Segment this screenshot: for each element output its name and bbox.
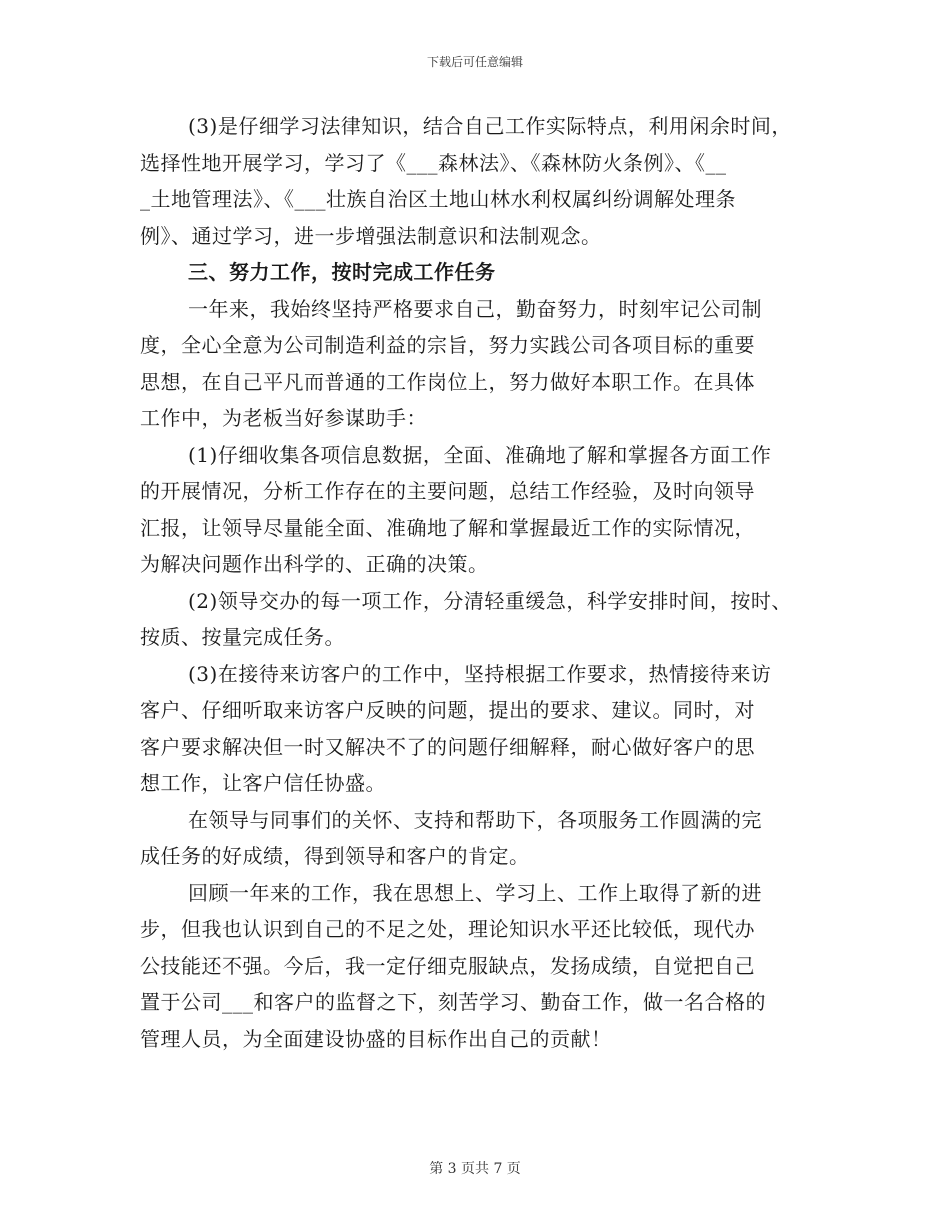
text-line: 成任务的好成绩，得到领导和客户的肯定。 <box>140 844 530 868</box>
text-line: 客户要求解决但一时又解决不了的问题仔细解释，耐心做好客户的思 <box>140 734 755 759</box>
text-line: (3)在接待来访客户的工作中，坚持根据工作要求，热情接待来访 <box>188 661 772 686</box>
page-footer: 第 3 页共 7 页 <box>429 1161 521 1177</box>
text-line: 的开展情况，分析工作存在的主要问题，总结工作经验，及时向领导 <box>140 479 755 503</box>
text-line: 思想，在自己平凡而普通的工作岗位上，努力做好本职工作。在具体 <box>140 369 755 394</box>
document-body <box>140 108 820 1057</box>
text-line: (2)领导交办的每一项工作，分清轻重缓急，科学安排时间，按时、 <box>188 588 792 613</box>
text-line: 客户、仔细听取来访客户反映的问题，提出的要求、建议。同时，对 <box>140 698 755 722</box>
text-line: 在领导与同事们的关怀、支持和帮助下，各项服务工作圆满的完 <box>188 807 762 832</box>
text-line: 汇报，让领导尽量能全面、准确地了解和掌握最近工作的实际情况， <box>140 515 755 540</box>
text-line: 步，但我也认识到自己的不足之处，理论知识水平还比较低，现代办 <box>140 917 755 941</box>
text-line: _土地管理法》、《___壮族自治区土地山林水利权属纠纷调解处理条 <box>140 187 736 211</box>
text-line: (3)是仔细学习法律知识，结合自己工作实际特点，利用闲余时间， <box>188 114 792 138</box>
text-line: 例》、通过学习，进一步增强法制意识和法制观念。 <box>140 223 602 248</box>
text-line: 为解决问题作出科学的、正确的决策。 <box>140 552 489 576</box>
text-line: 回顾一年来的工作，我在思想上、学习上、工作上取得了新的进 <box>188 880 762 905</box>
text-line: 想工作，让客户信任协盛。 <box>140 771 386 795</box>
section-heading: 三、努力工作，按时完成工作任务 <box>188 260 496 284</box>
text-line: 置于公司___和客户的监督之下，刻苦学习、勤奋工作，做一名合格的 <box>140 990 766 1014</box>
text-line: 按质、按量完成任务。 <box>140 625 345 649</box>
text-line: 工作中，为老板当好参谋助手： <box>140 406 427 430</box>
text-line: 一年来，我始终坚持严格要求自己，勤奋努力，时刻牢记公司制 <box>188 296 762 321</box>
text-line: 选择性地开展学习，学习了《___森林法》、《森林防火条例》、《__ <box>140 150 727 175</box>
text-line: 度，全心全意为公司制造利益的宗旨，努力实践公司各项目标的重要 <box>140 333 755 357</box>
text-line: (1)仔细收集各项信息数据，全面、准确地了解和掌握各方面工作 <box>188 442 772 467</box>
page-header: 下载后可任意编辑 <box>426 55 523 69</box>
text-line: 公技能还不强。今后，我一定仔细克服缺点，发扬成绩，自觉把自己 <box>140 953 755 978</box>
text-line: 管理人员，为全面建设协盛的目标作出自己的贡献！ <box>140 1026 612 1051</box>
